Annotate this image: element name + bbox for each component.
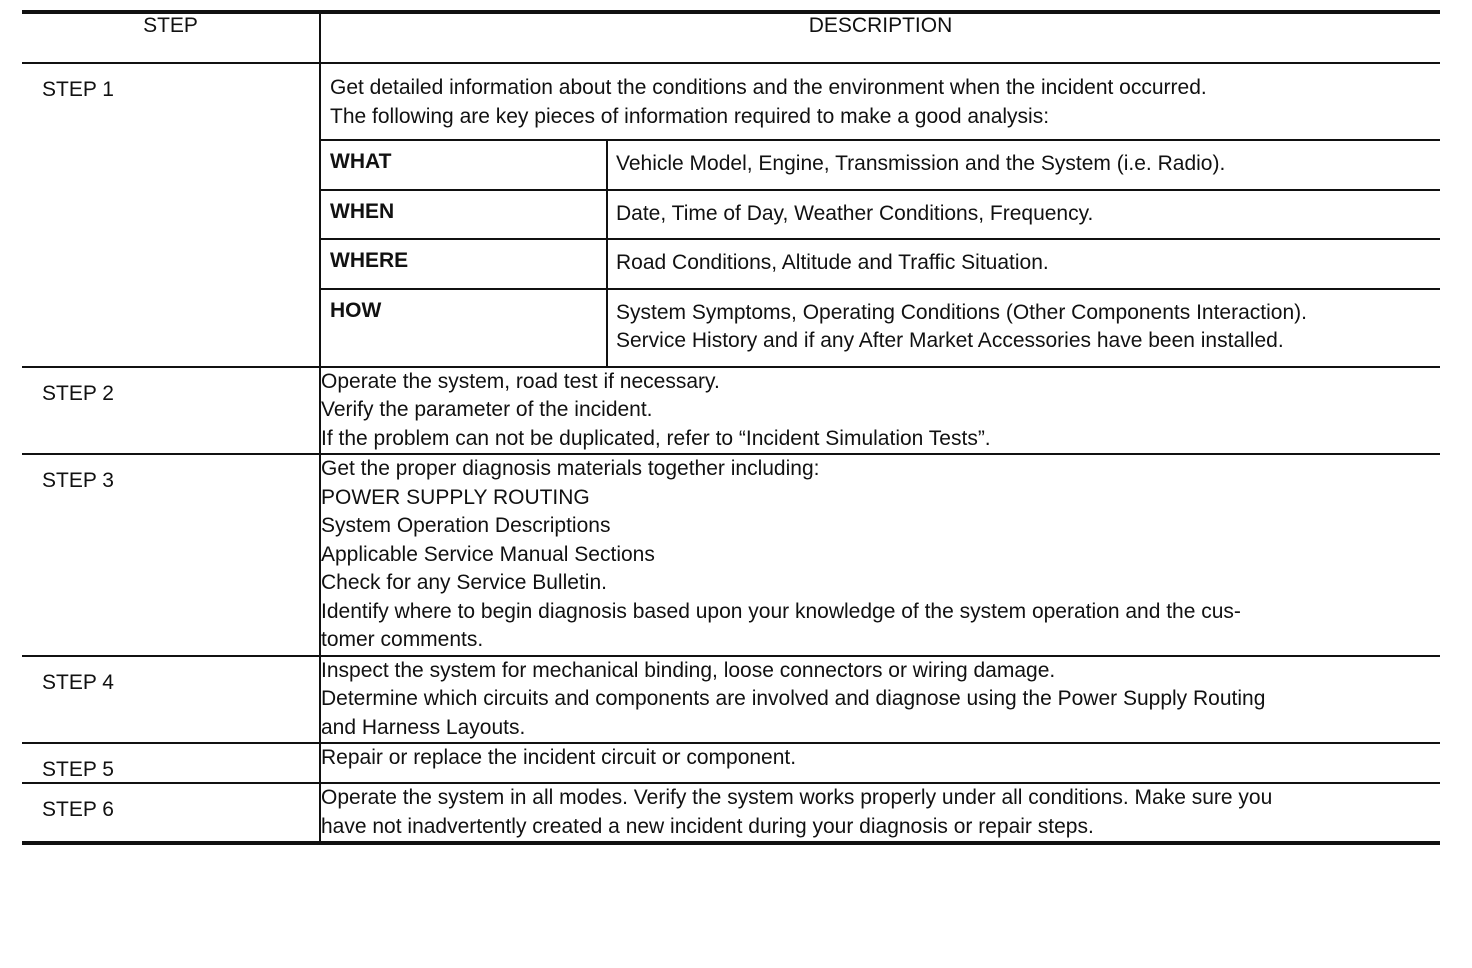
step-label: STEP 1: [42, 78, 114, 101]
description-line: Get detailed information about the conditions and the environment when the incident occurred.: [330, 76, 1207, 99]
step-cell: [22, 656, 320, 744]
description-cell: [320, 656, 1440, 744]
description-cell: [320, 63, 1440, 367]
key-info-value: [607, 289, 1440, 366]
description-cell: [320, 367, 1440, 455]
step-label: STEP 2: [42, 381, 114, 405]
table-row-step-5: [22, 743, 1440, 783]
description-line: Applicable Service Manual Sections: [321, 542, 655, 566]
table-header-row: [22, 12, 1440, 63]
description-line: Operate the system in all modes. Verify the system works properly under all conditions. Make sure you: [321, 786, 1273, 809]
step-cell: [22, 454, 320, 656]
key-information-table: [321, 139, 1440, 366]
description-line: have not inadvertently created a new incident during your diagnosis or repair steps.: [321, 814, 1094, 838]
description-line: The following are key pieces of information required to make a good analysis:: [330, 104, 1050, 128]
step-cell: [22, 743, 320, 783]
step-cell: [22, 63, 320, 367]
description-line: Get the proper diagnosis materials together including:: [321, 457, 820, 480]
key-info-row-where: [321, 239, 1440, 289]
key-info-value-line: Vehicle Model, Engine, Transmission and the System (i.e. Radio).: [616, 152, 1226, 175]
key-info-value-line: System Symptoms, Operating Conditions (Other Components Interaction).: [616, 300, 1307, 324]
description-line: System Operation Descriptions: [321, 514, 611, 537]
description-line: tomer comments.: [321, 628, 484, 651]
description-line: Operate the system, road test if necessary.: [321, 369, 720, 393]
step-label: STEP 6: [42, 798, 114, 821]
description-cell: [320, 743, 1440, 783]
description-line: Inspect the system for mechanical binding, loose connectors or wiring damage.: [321, 658, 1056, 682]
key-info-label: WHEN: [321, 190, 607, 240]
description-column-header: DESCRIPTION: [320, 12, 1440, 63]
key-info-row-when: [321, 190, 1440, 240]
key-info-label: HOW: [321, 289, 607, 366]
key-info-value-line: Service History and if any After Market Accessories have been installed.: [616, 329, 1284, 352]
description-cell: [320, 783, 1440, 843]
key-info-label: WHERE: [321, 239, 607, 289]
step-label: STEP 3: [42, 469, 114, 492]
key-info-row-what: [321, 140, 1440, 190]
key-info-value-line: Road Conditions, Altitude and Traffic Situation.: [616, 251, 1049, 274]
step-cell: [22, 783, 320, 843]
description-line: Identify where to begin diagnosis based upon your knowledge of the system operation and the cus-: [321, 599, 1241, 623]
table-row-step-3: [22, 454, 1440, 656]
description-line: If the problem can not be duplicated, refer to “Incident Simulation Tests”.: [321, 426, 991, 450]
description-line: Verify the parameter of the incident.: [321, 398, 653, 421]
key-info-label: WHAT: [321, 140, 607, 190]
table-row-step-2: [22, 367, 1440, 455]
key-info-value: [607, 190, 1440, 240]
description-line: and Harness Layouts.: [321, 715, 526, 739]
description-line: Check for any Service Bulletin.: [321, 571, 607, 594]
table-row-step-6: [22, 783, 1440, 843]
key-info-value: [607, 140, 1440, 190]
table-row-step-4: [22, 656, 1440, 744]
description-line: Determine which circuits and components are involved and diagnose using the Power Supply Routing: [321, 687, 1266, 710]
step-1-intro: [321, 64, 1440, 139]
key-info-value: [607, 239, 1440, 289]
table-row-step-1: [22, 63, 1440, 367]
diagnosis-steps-sheet: [22, 10, 1440, 845]
description-cell: [320, 454, 1440, 656]
description-line: Repair or replace the incident circuit or component.: [321, 746, 797, 769]
key-info-row-how: [321, 289, 1440, 366]
description-line: POWER SUPPLY ROUTING: [321, 485, 590, 509]
step-label: STEP 5: [42, 758, 114, 781]
diagnosis-steps-table: [22, 10, 1440, 845]
key-info-value-line: Date, Time of Day, Weather Conditions, Frequency.: [616, 201, 1094, 225]
step-cell: [22, 367, 320, 455]
step-column-header: STEP: [22, 12, 320, 63]
step-label: STEP 4: [42, 670, 114, 694]
